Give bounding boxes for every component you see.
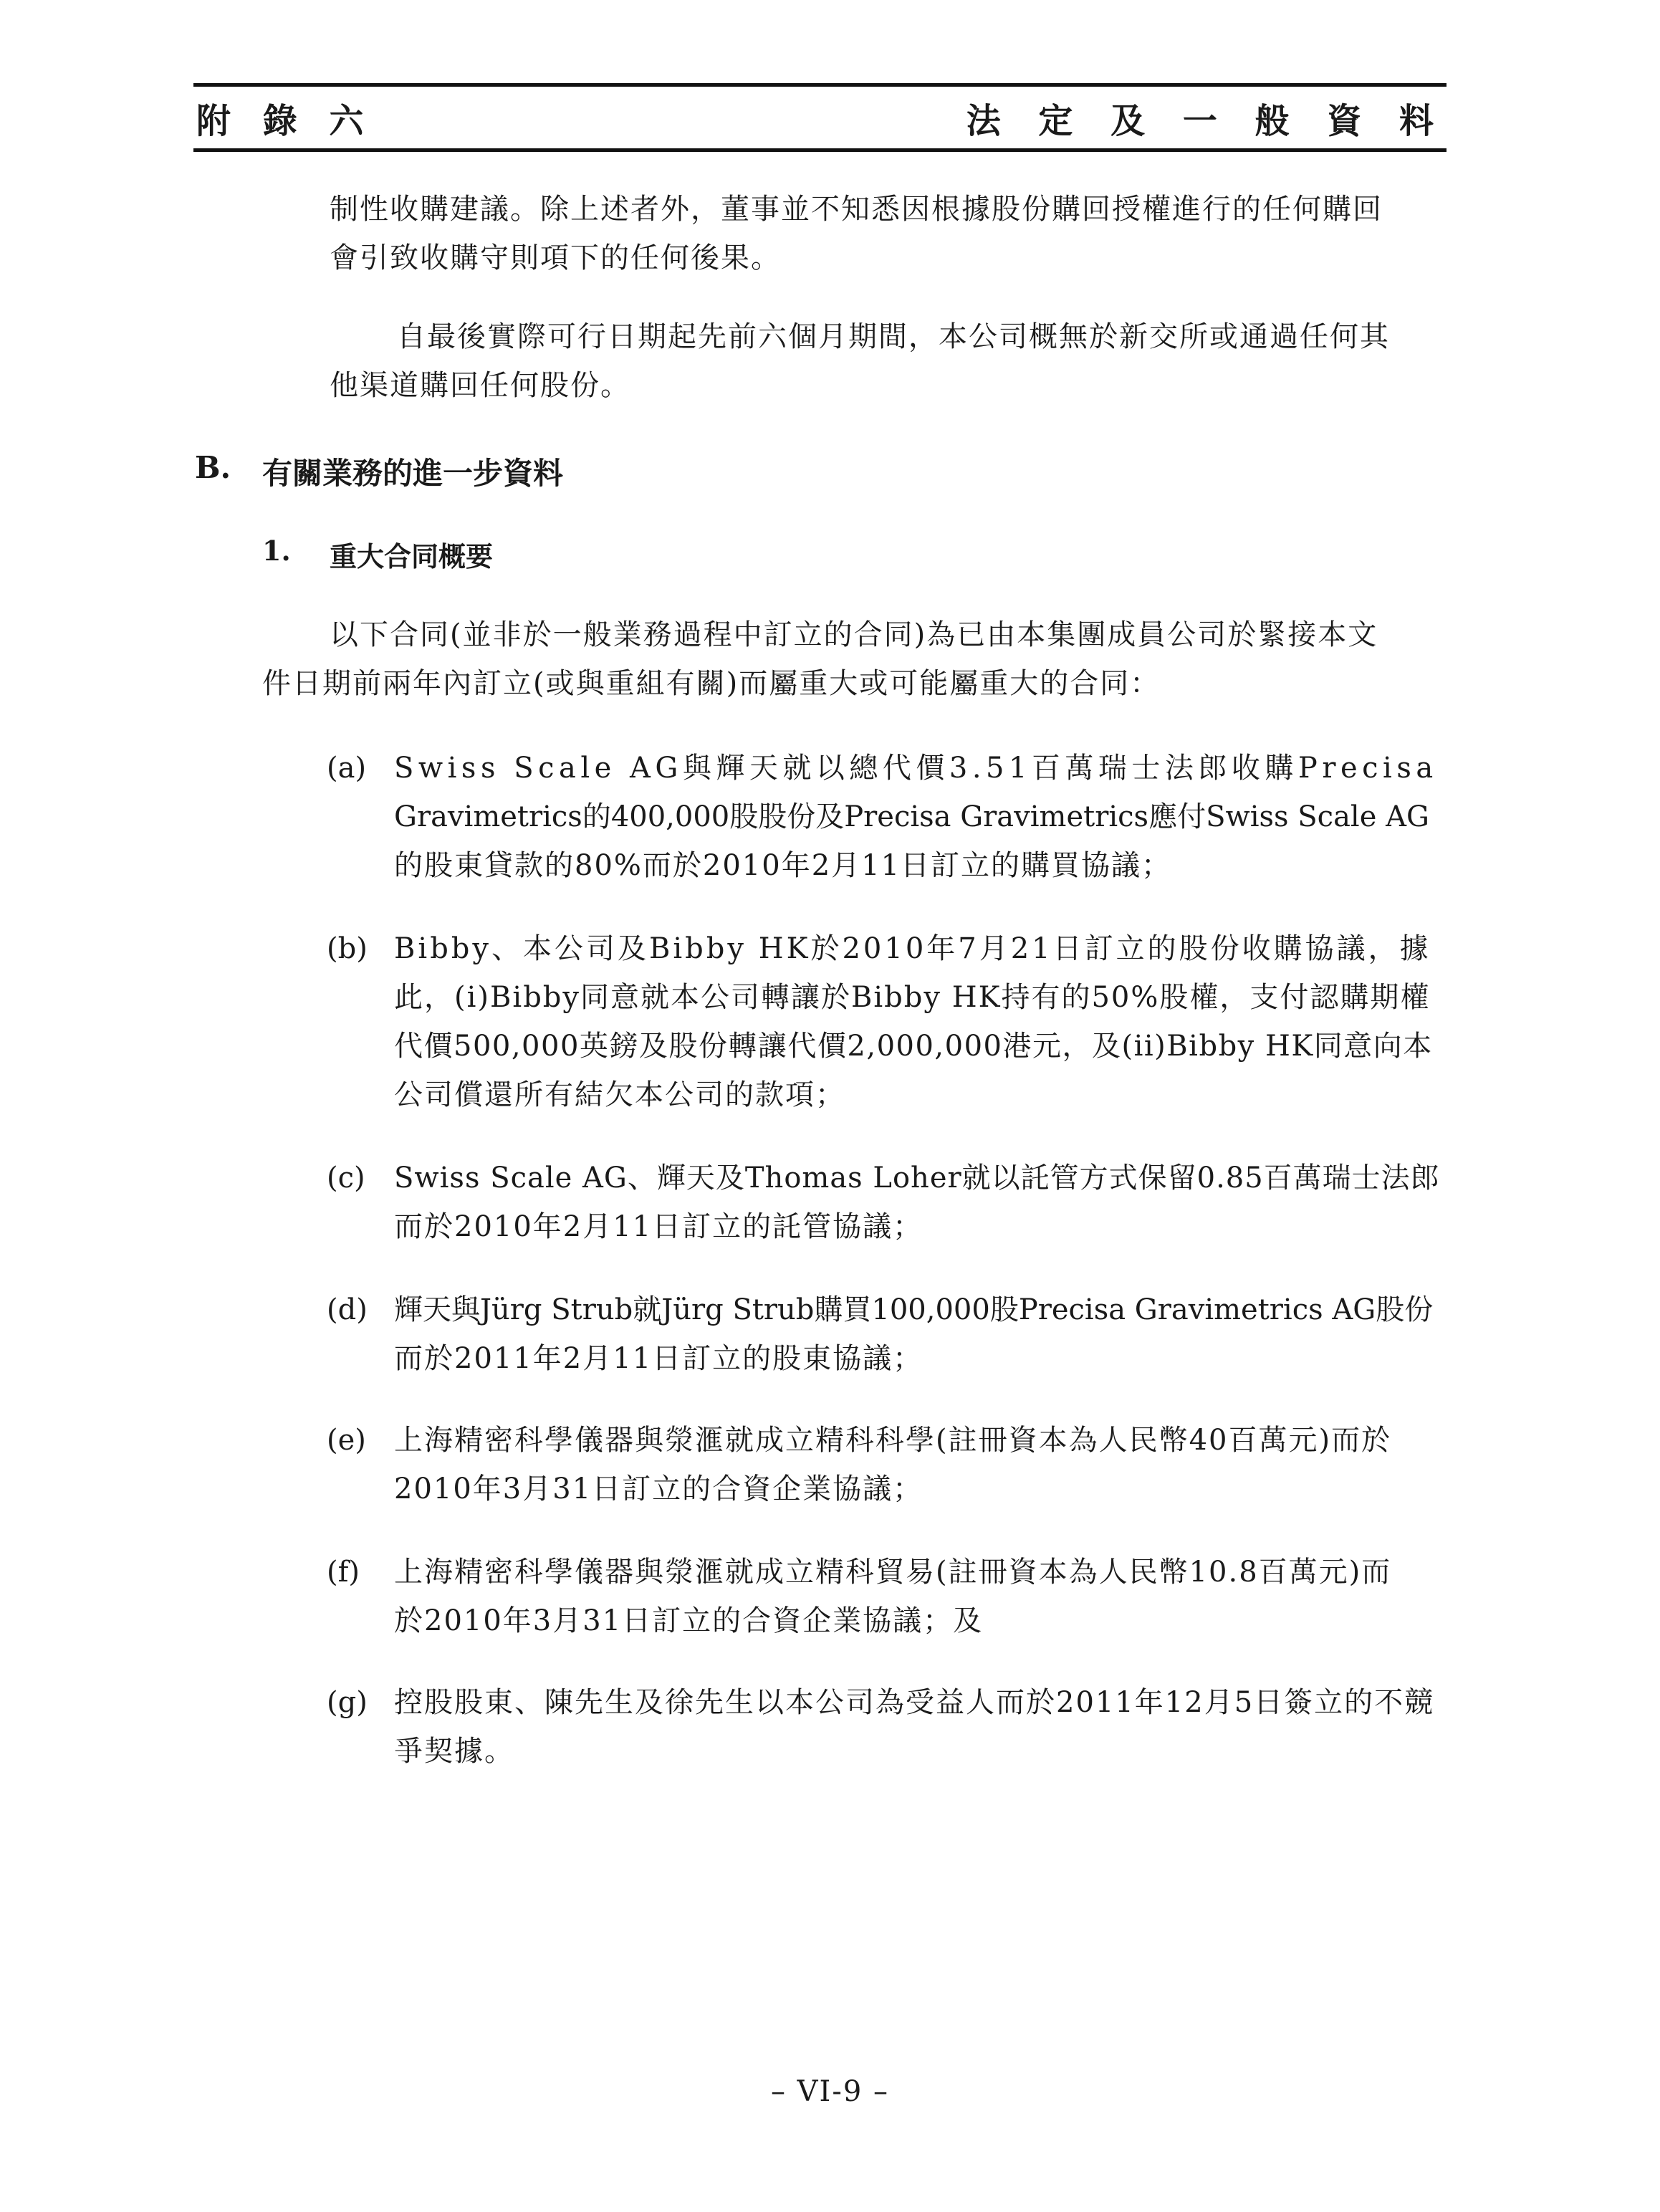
item-c-label: (c): [327, 1162, 365, 1194]
subsection-1-title: 重大合同概要: [330, 540, 494, 573]
item-e-line-2: 2010年3月31日訂立的合資企業協議；: [394, 1473, 923, 1505]
intro-paragraph-1-line-2: 會引致收購守則項下的任何後果。: [330, 241, 781, 274]
item-f-line-1: 上海精密科學儀器與滎滙就成立精科貿易(註冊資本為人民幣10.8百萬元)而: [394, 1556, 1392, 1589]
item-d-line-1: 輝天與Jürg Strub就Jürg Strub購買100,000股Precisa Gravimetrics AG股份: [394, 1293, 1434, 1326]
item-e-line-1: 上海精密科學儀器與滎滙就成立精科科學(註冊資本為人民幣40百萬元)而於: [394, 1424, 1392, 1457]
section-b-heading: [195, 450, 231, 485]
section-b-title: 有關業務的進一步資料: [262, 456, 564, 491]
contracts-intro-line-2: 件日期前兩年內訂立(或與重組有關)而屬重大或可能屬重大的合同：: [262, 667, 1161, 700]
item-d-label: (d): [327, 1293, 368, 1326]
item-a-label: (a): [327, 752, 367, 785]
header-appendix-title: 附 錄 六: [196, 100, 374, 141]
item-c-line-2: 而於2010年2月11日訂立的託管協議；: [394, 1210, 923, 1243]
intro-paragraph-2-line-1: 自最後實際可行日期起先前六個月期間，本公司概無於新交所或通過任何其: [397, 320, 1390, 353]
item-d-line-2: 而於2011年2月11日訂立的股東協議；: [394, 1342, 923, 1375]
item-g-label: (g): [327, 1686, 368, 1719]
item-c-line-1: Swiss Scale AG、輝天及Thomas Loher就以託管方式保留0.85百萬瑞士法郎: [394, 1162, 1440, 1194]
contracts-intro-line-1: 以下合同(並非於一般業務過程中訂立的合同)為已由本集團成員公司於緊接本文: [330, 618, 1378, 651]
header-section-title: 法 定 及 一 般 資 料: [966, 100, 1446, 141]
item-a-line-1: Swiss Scale AG與輝天就以總代價3.51百萬瑞士法郎收購Precisa: [394, 752, 1438, 785]
item-a-line-2: Gravimetrics的400,000股股份及Precisa Gravimetrics應付Swiss Scale AG: [394, 800, 1429, 833]
item-b-line-3: 代價500,000英鎊及股份轉讓代價2,000,000港元，及(ii)Bibby HK同意向本: [394, 1030, 1433, 1063]
item-f-label: (f): [327, 1556, 360, 1589]
item-b-line-2: 此，(i)Bibby同意就本公司轉讓於Bibby HK持有的50%股權，支付認購期權: [394, 981, 1431, 1014]
intro-paragraph-1-line-1: 制性收購建議。除上述者外，董事並不知悉因根據股份購回授權進行的任何購回: [330, 193, 1383, 226]
item-f-line-2: 於2010年3月31日訂立的合資企業協議；及: [394, 1604, 984, 1637]
item-b-line-1: Bibby、本公司及Bibby HK於2010年7月21日訂立的股份收購協議，據: [394, 932, 1431, 965]
page-header: [193, 83, 1446, 152]
item-b-line-4: 公司償還所有結欠本公司的款項；: [394, 1078, 845, 1111]
item-e-label: (e): [327, 1424, 366, 1457]
item-a-line-3: 的股東貸款的80%而於2010年2月11日訂立的購買協議；: [394, 849, 1172, 882]
page-number: – VI-9 –: [770, 2075, 890, 2108]
item-b-label: (b): [327, 932, 368, 965]
item-g-line-1: 控股股東、陳先生及徐先生以本公司為受益人而於2011年12月5日簽立的不競: [394, 1686, 1435, 1719]
intro-paragraph-2-line-2: 他渠道購回任何股份。: [330, 369, 630, 402]
section-b-letter: B.: [195, 450, 231, 485]
subsection-1-number: 1.: [262, 535, 291, 567]
item-g-line-2: 爭契據。: [394, 1735, 514, 1768]
